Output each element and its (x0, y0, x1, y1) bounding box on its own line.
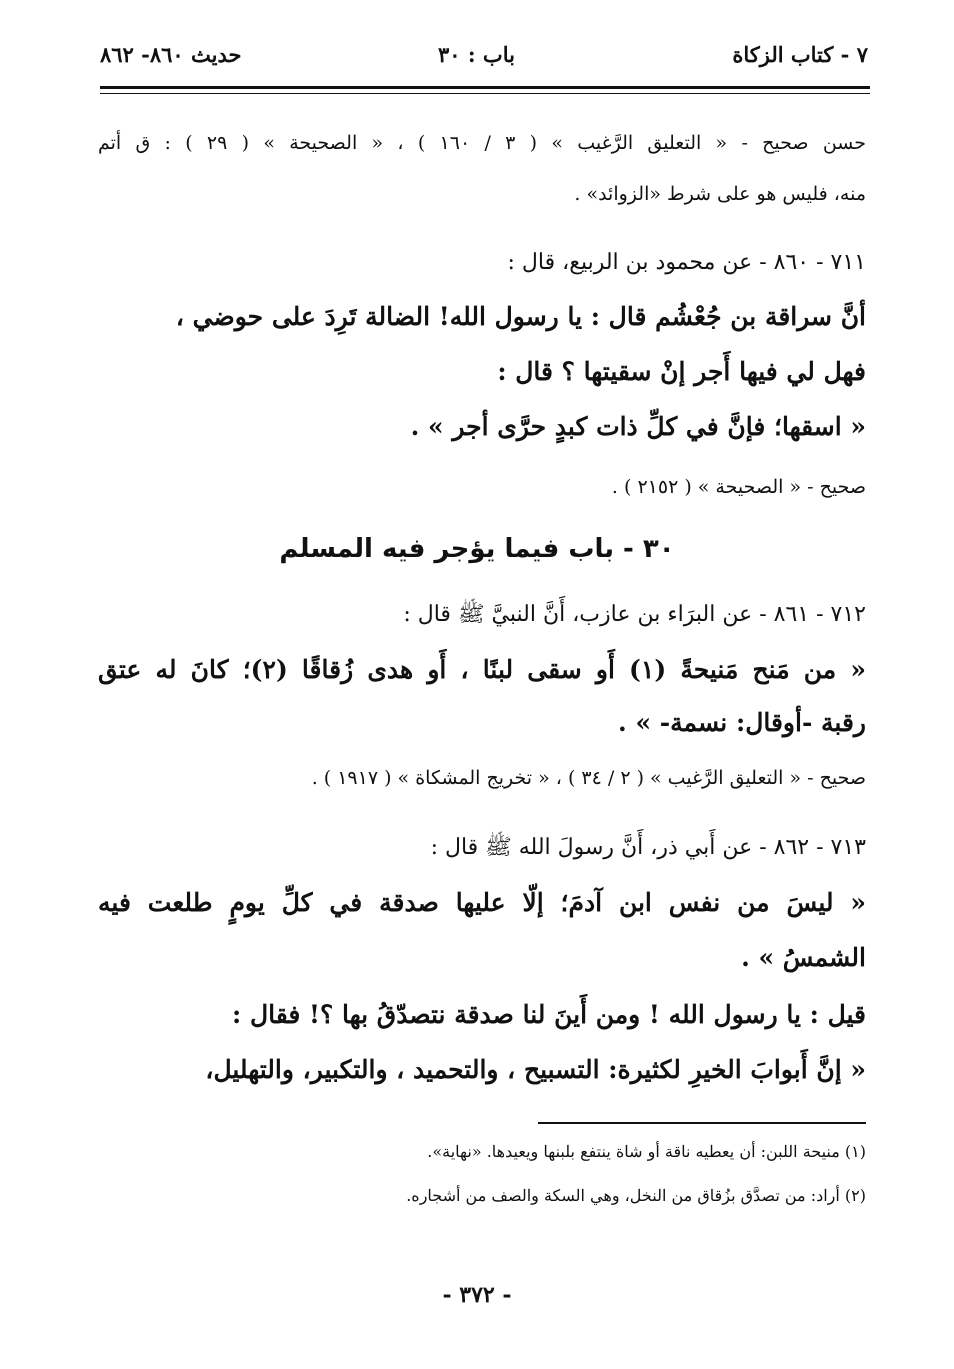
hadith-712-line-2: رقبة -أوقال: نسمة- » . (618, 708, 866, 737)
footnote-separator (538, 1122, 866, 1124)
page-number: - ٣٧٢ - (442, 1282, 512, 1308)
header-rule-thick (100, 86, 870, 89)
header-rule-thin (100, 93, 870, 94)
prev-grade-line-1: حسن صحيح - « التعليق الرَّغيب » ( ٣ / ١٦٠ ) ، « الصحيحة » ( ٢٩ ) : ق أتم (98, 132, 867, 154)
hadith-712-intro: ٧١٢ - ٨٦١ - عن البرَاء بن عازب، أَنَّ النبيَّ ﷺ قال : (403, 602, 866, 627)
hadith-range-header: حديث ٨٦٠- ٨٦٢ (100, 42, 242, 67)
section-header: باب : ٣٠ (438, 42, 515, 67)
footnote-1: (١) منيحة اللبن: أن يعطيه ناقة أو شاة ينتفع بلبنها ويعيدها. «نهاية». (427, 1142, 866, 1161)
hadith-713-line-2: الشمسُ » . (741, 943, 866, 972)
hadith-711-line-1: أنَّ سراقة بن جُعْشُم قال : يا رسول الله! الضالة تَرِدَ على حوضي ، (175, 302, 866, 331)
hadith-713-line-4: « إنَّ أَبوابَ الخيرِ لكثيرة: التسبيح ، والتحميد ، والتكبير، والتهليل، (205, 1055, 866, 1084)
section-title: ٣٠ - باب فيما يؤجر فيه المسلم (279, 534, 675, 564)
hadith-712-line-1: « من مَنح مَنيحةً (١) أَو سقى لبنًا ، أَو هدى زُقاقًا (٢)؛ كانَ له عتق (98, 655, 866, 684)
hadith-713-intro: ٧١٣ - ٨٦٢ - عن أَبي ذر، أَنَّ رسولَ الله ﷺ قال : (430, 835, 866, 860)
hadith-711-grade: صحيح - « الصحيحة » ( ٢١٥٢ ) . (611, 476, 866, 498)
footnote-2: (٢) أراد: من تصدَّق بزُقاق من النخل، وهي السكة والصف من أشجاره. (406, 1186, 866, 1205)
hadith-711-line-2: فهل لي فيها أَجر إنْ سقيتها ؟ قال : (497, 357, 866, 386)
hadith-712-grade: صحيح - « التعليق الرَّغيب » ( ٢ / ٣٤ ) ، « تخريج المشكاة » ( ١٩١٧ ) . (311, 767, 866, 789)
hadith-713-line-1: « ليسَ من نفس ابن آدمَ؛ إلّا عليها صدقة في كلِّ يومٍ طلعت فيه (98, 888, 866, 917)
hadith-713-line-3: قيل : يا رسول الله ! ومن أَينَ لنا صدقة نتصدّقُ بها ؟! فقال : (232, 1000, 866, 1029)
prev-grade-line-2: منه، فليس هو على شرط «الزوائد» . (574, 183, 866, 205)
hadith-711-intro: ٧١١ - ٨٦٠ - عن محمود بن الربيع، قال : (507, 250, 866, 275)
hadith-711-line-3: « اسقها؛ فإنَّ في كلِّ ذات كبدٍ حرَّى أجر » . (410, 412, 866, 441)
chapter-header: ٧ - كتاب الزكاة (732, 42, 868, 67)
